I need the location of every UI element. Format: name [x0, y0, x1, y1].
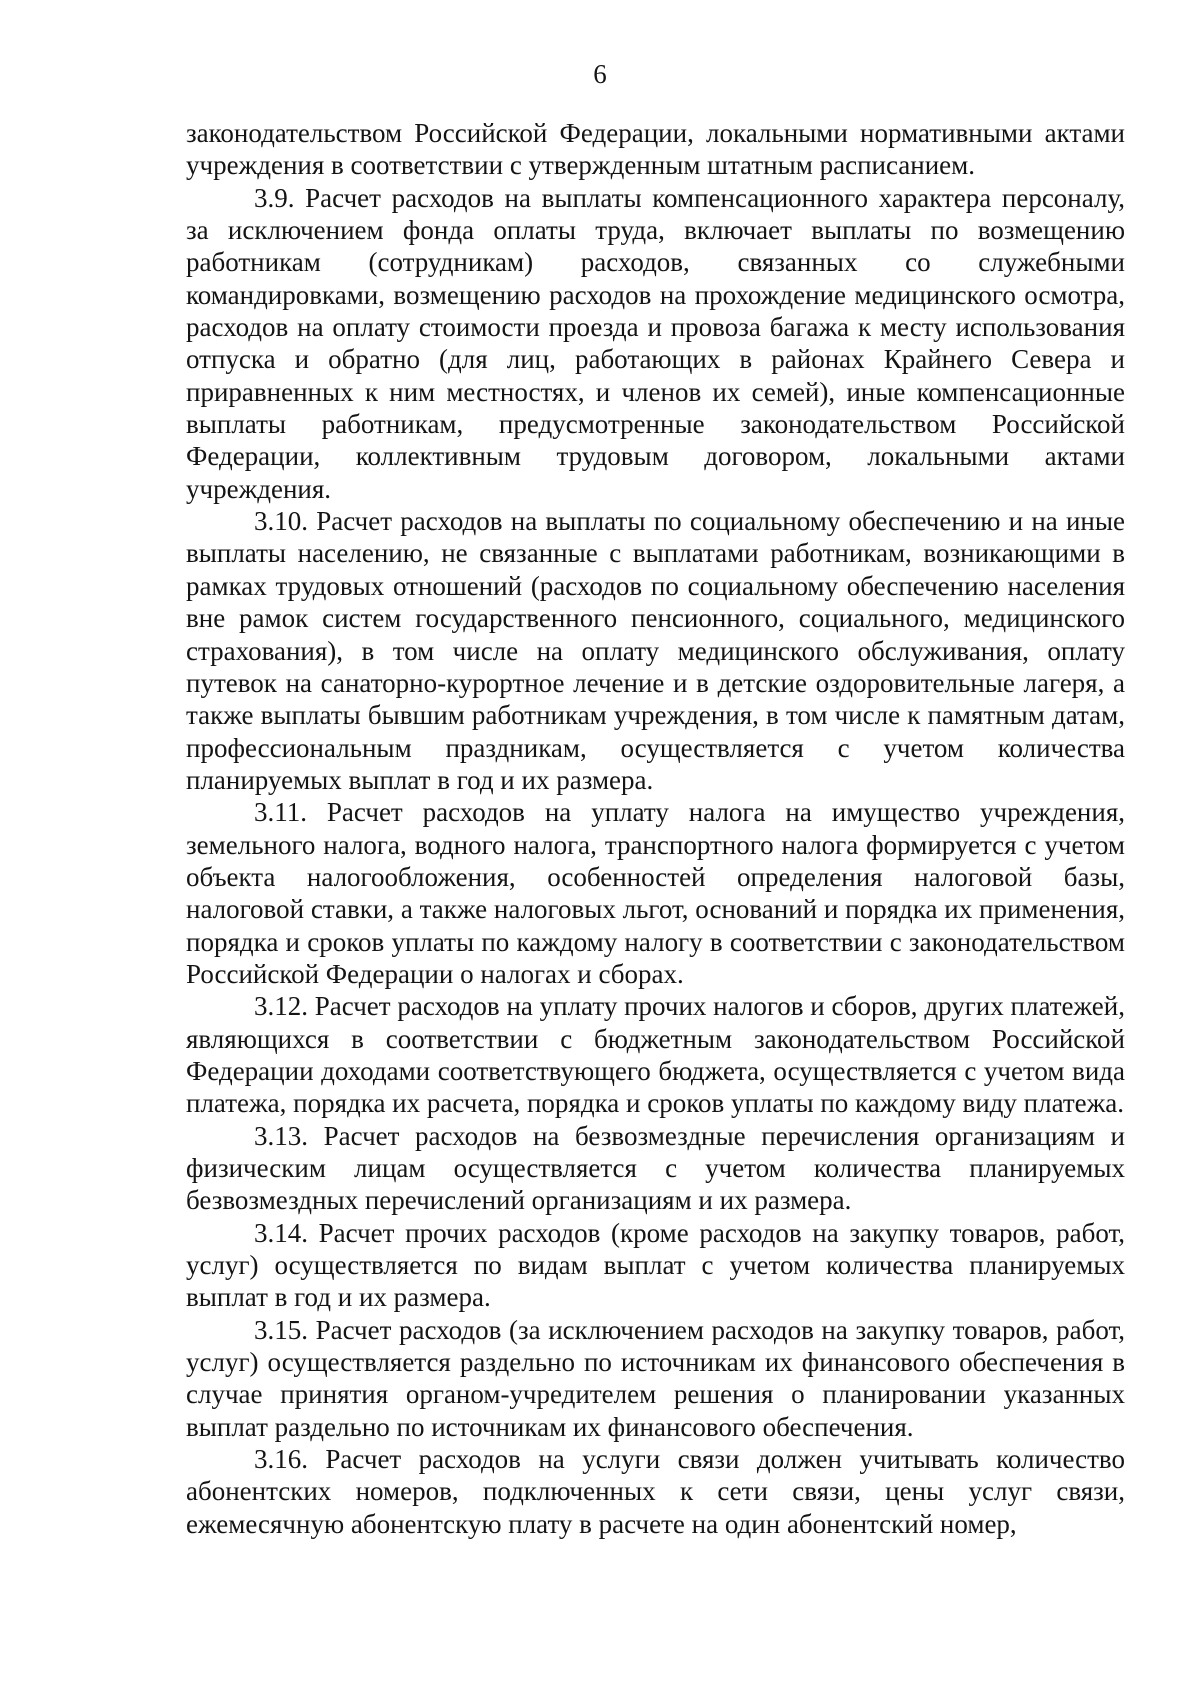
page-number: 6 [593, 59, 607, 89]
paragraph-3-12: 3.12. Расчет расходов на уплату прочих налогов и сборов, других платежей, являющихся в соответствии с бюджетным законодательством Российской Федерации доходами соответствующего бюджета, осуществляется с учетом вида платежа, порядка их расчета, порядка и сроков уплаты по каждому виду платежа. [186, 991, 1125, 1119]
paragraph-continuation: законодательством Российской Федерации, локальными нормативными актами учреждения в соответствии с утвержденным штатным расписанием. [186, 118, 1125, 181]
paragraph-3-15: 3.15. Расчет расходов (за исключением расходов на закупку товаров, работ, услуг) осуществляется раздельно по источникам их финансового обеспечения в случае принятия органом-учредителем решения о планировании указанных выплат раздельно по источникам их финансового обеспечения. [186, 1314, 1125, 1442]
paragraph-3-9: 3.9. Расчет расходов на выплаты компенсационного характера персоналу, за исключением фонда оплаты труда, включает выплаты по возмещению работникам (сотрудникам) расходов, связанных со служебными командировками, возмещению расходов на прохождение медицинского осмотра, расходов на оплату стоимости проезда и провоза багажа к месту использования отпуска и обратно (для лиц, работающих в районах Крайнего Севера и приравненных к ним местностях, и членов их семей), иные компенсационные выплаты работникам, предусмотренные законодательством Российской Федерации, коллективным трудовым договором, локальными актами учреждения. [186, 182, 1125, 504]
paragraph-3-14: 3.14. Расчет прочих расходов (кроме расходов на закупку товаров, работ, услуг) осуществляется по видам выплат с учетом количества планируемых выплат в год и их размера. [186, 1217, 1125, 1313]
paragraph-3-11: 3.11. Расчет расходов на уплату налога на имущество учреждения, земельного налога, водного налога, транспортного налога формируется с учетом объекта налогообложения, особенностей определения налоговой базы, налоговой ставки, а также налоговых льгот, оснований и порядка их применения, порядка и сроков уплаты по каждому налогу в соответствии с законодательством Российской Федерации о налогах и сборах. [186, 797, 1125, 989]
paragraph-3-16: 3.16. Расчет расходов на услуги связи должен учитывать количество абонентских номеров, подключенных к сети связи, цены услуг связи, ежемесячную абонентскую плату в расчете на один абонентский номер, [186, 1444, 1125, 1539]
paragraph-3-13: 3.13. Расчет расходов на безвозмездные перечисления организациям и физическим лицам осуществляется с учетом количества планируемых безвозмездных перечислений организациям и их размера. [186, 1120, 1125, 1216]
paragraph-3-10: 3.10. Расчет расходов на выплаты по социальному обеспечению и на иные выплаты населению, не связанные с выплатами работникам, возникающими в рамках трудовых отношений (расходов по социальному обеспечению населения вне рамок систем государственного пенсионного, социального, медицинского страхования), в том числе на оплату медицинского обслуживания, оплату путевок на санаторно-курортное лечение и в детские оздоровительные лагеря, а также выплаты бывшим работникам учреждения, в том числе к памятным датам, профессиональным праздникам, осуществляется с учетом количества планируемых выплат в год и их размера. [186, 506, 1125, 795]
document-body [186, 117, 1125, 1540]
